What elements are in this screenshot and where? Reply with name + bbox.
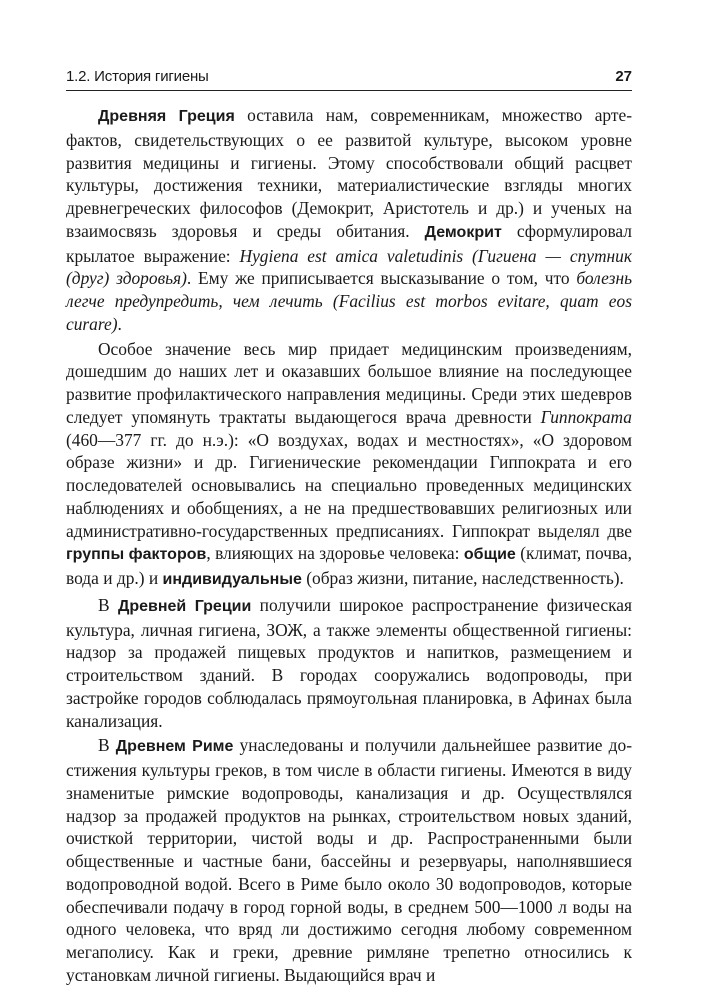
text-run: сформулировал крылатое выражение:	[66, 220, 632, 266]
paragraph-ancient-rome	[66, 734, 632, 986]
paragraph-greek-hygiene	[66, 594, 632, 733]
bold-term: Демокрит	[424, 223, 502, 241]
text-run: .	[117, 313, 122, 334]
text-run: В	[98, 735, 116, 756]
section-title: 1.2. История гигиены	[66, 68, 209, 85]
body-text	[66, 104, 632, 987]
bold-term: Древней Греции	[117, 597, 252, 615]
bold-term: Древняя Греция	[98, 108, 235, 125]
text-run: оставила нам, современникам, множество артефактов, свидетельствующих о ее развитой культуре, высоком уровне развития медицины и гигиены. Этому способствовали общий расцвет культуры, достижения техники, материалистические взгляды многих древнегреческих философов (Демокрит, Аристотель и др.) и ученых на взаимосвязь здоровья и среды обитания.	[66, 105, 632, 241]
bold-term: индивидуальные	[162, 571, 302, 588]
paragraph-ancient-greece	[66, 104, 632, 336]
paragraph-hippocrates	[66, 338, 632, 592]
text-run: В	[98, 594, 118, 615]
bold-term: Древнем Риме	[115, 738, 234, 756]
bold-term: общие	[463, 546, 516, 564]
text-run: унаследованы и получили дальнейшее развитие достижения культуры греков, в том числе в области гигиены. Имеются в виду знаменитые римские водопроводы, канализация и др. Осуществлялся надзор за продажей продуктов на рынках, строительством новых зданий, очисткой территории, чистой воды и др. Распространенными были общественные и частные бани, бассейны и резервуары, наполнявшиеся водопроводной водой. Всего в Риме было около 30 водопроводов, которые обеспечивали подачу в город горной воды, в среднем 500—1000 л воды на одного человека, что вряд ли достижимо сегодня любому современном мегаполису. Как и греки, древние римляне трепетно относились к установкам личной гигиены. Выдающийся врач и	[66, 735, 633, 985]
running-header	[66, 68, 632, 91]
italic-phrase: Hygiena est amica valetudinis (Гигиена — спутник (друг) здоровья)	[66, 245, 632, 289]
italic-phrase: болезнь легче предупредить, чем лечить (Facilius est morbos evitare, quam eos curare)	[66, 268, 632, 334]
text-run: . Ему же приписывается высказывание о том, что	[186, 268, 577, 289]
italic-phrase: Гиппократа	[540, 406, 632, 427]
text-run: Особое значение весь мир придает медицинским произведениям, дошедшим до наших лет и оказавших большое влияние на последующее развитие профилактического направления медицины. Среди этих шедевров следует упомянуть трактаты выдающегося врача древности	[66, 338, 632, 427]
bold-term: группы факторов	[66, 546, 207, 564]
page-number: 27	[615, 68, 632, 85]
text-run: (образ жизни, питание, наследственность).	[301, 568, 624, 588]
text-run: получили широкое распространение физическая культура, личная гигиена, ЗОЖ, а также элементы общественной гигиены: надзор за продажей пищевых продуктов и напитков, размещением и строительством зданий. В городах сооружались водопроводы, при застройке городов соблюдалась прямоугольная планировка, в Афинах была канализация.	[66, 594, 633, 731]
text-run: , влияющих на здоровье человека:	[206, 543, 464, 564]
text-run: (460—377 гг. до н.э.): «О воздухах, водах и местностях», «О здоровом образе жизни» и др. Гигиенические рекомендации Гиппократа и его последователей основывались на специально проведенных медицинских наблюдениях и обобщениях, а не на предшествовавших религиозных или административно-государственных предписаниях. Гиппократ выделял две	[66, 429, 632, 541]
text-run: (климат, почва, вода и др.) и	[66, 543, 633, 588]
